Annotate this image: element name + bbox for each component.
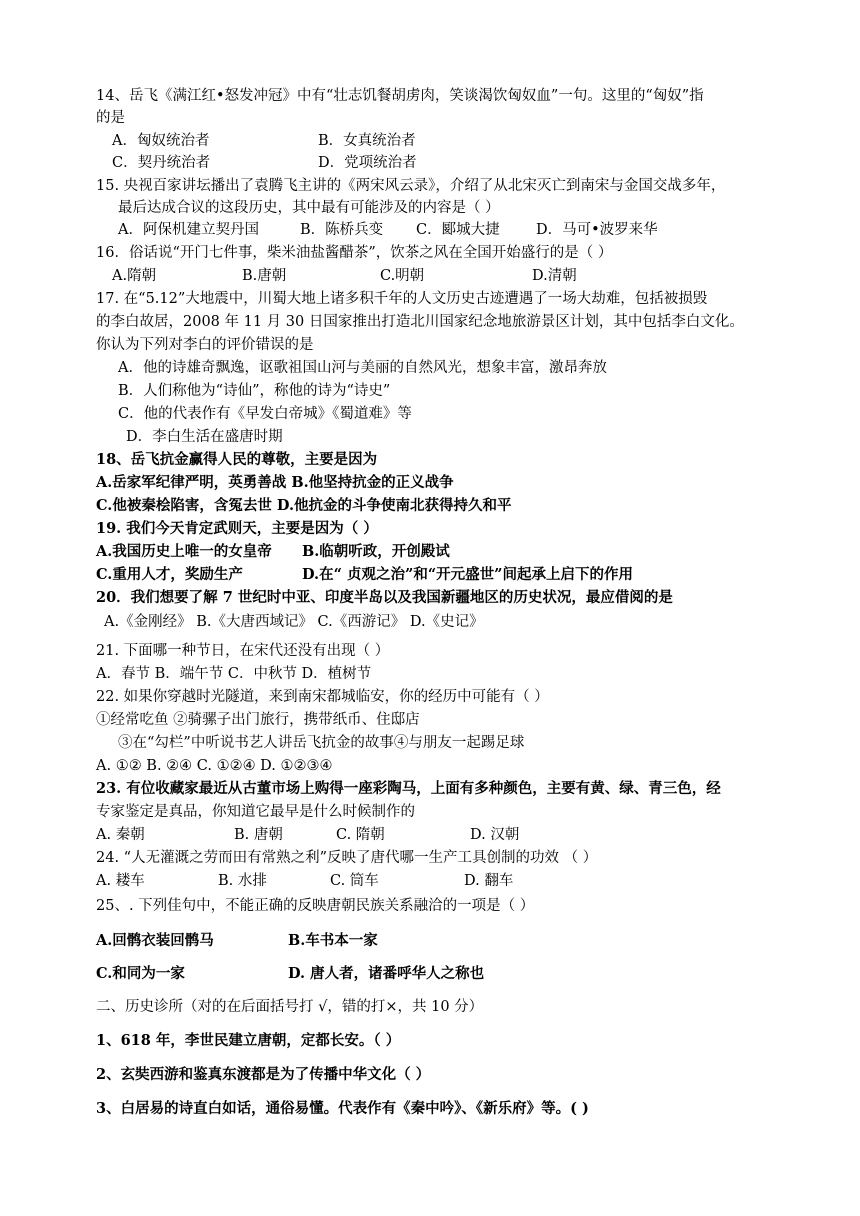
q25-option-c: C.和同为一家 [96,965,185,982]
q15-line2: 最后达成合议的这段历史，其中最有可能涉及的内容是（ ） [118,200,500,216]
q19-option-d: D.在“ 贞观之治”和“开元盛世”间起承上启下的作用 [302,566,634,583]
q24-option-b: B. 水排 [218,873,267,889]
q24-option-d: D. 翻车 [464,873,514,889]
q17-line2: 的李白故居，2008 年 11 月 30 日国家推出打造北川国家纪念地旅游景区计划，其中包括李白文化。 [96,314,744,330]
q23-line2: 专家鉴定是真品，你知道它最早是什么时候制作的 [96,804,415,820]
q22-line3: ③在“勾栏”中听说书艺人讲岳飞抗金的故事④与朋友一起踢足球 [118,735,525,751]
q22-options: A. ①② B. ②④ C. ①②④ D. ①②③④ [96,758,333,774]
q17-option-d: D．李白生活在盛唐时期 [126,429,283,445]
q20-options: A.《金刚经》 B.《大唐西域记》 C.《西游记》 D.《史记》 [104,614,484,630]
q18-options-ab: A.岳家军纪律严明，英勇善战 B.他坚持抗金的正义战争 [96,474,454,491]
q15-option-c: C．郾城大捷 [416,222,500,238]
q19-option-c: C.重用人才，奖励生产 [96,566,243,583]
q17-option-c: C．他的代表作有《早发白帝城》《蜀道难》等 [118,406,412,422]
q15-option-b: B．陈桥兵变 [300,222,384,238]
q24-option-c: C. 筒车 [330,873,379,889]
q19-line1: 19. 我们今天肯定武则天，主要是因为（ ） [96,520,378,537]
q14-line1: 14、岳飞《满江红•怒发冲冠》中有“壮志饥餐胡虏肉，笑谈渴饮匈奴血”一句。这里的“匈奴”指 [96,88,704,104]
q23-option-a: A. 秦朝 [96,827,145,843]
q24-line1: 24. “人无灌溉之劳而田有常熟之利”反映了唐代哪一生产工具创制的功效 （ ） [96,850,598,866]
q23-option-d: D. 汉朝 [470,827,520,843]
q22-line1: 22. 如果你穿越时光隧道，来到南宋都城临安，你的经历中可能有（ ） [96,689,549,705]
q17-line3: 你认为下列对李白的评价错误的是 [96,337,314,353]
q17-option-a: A．他的诗雄奇飘逸，讴歌祖国山河与美丽的自然风光，想象丰富，激昂奔放 [118,360,607,376]
q16-option-a: A.隋朝 [112,268,157,284]
q25-option-b: B.车书本一家 [288,932,378,949]
q14-option-b: B．女真统治者 [318,133,416,149]
q24-option-a: A. 耧车 [96,873,145,889]
q19-option-a: A.我国历史上唯一的女皇帝 [96,543,272,560]
section2-title: 二、历史诊所（对的在后面括号打 √，错的打×，共 10 分） [96,999,484,1015]
q16-option-c: C.明朝 [380,268,425,284]
q16-option-d: D.清朝 [532,268,577,284]
q16-option-b: B.唐朝 [242,268,287,284]
q21-options: A．春节 B．端午节 C．中秋节 D．植树节 [96,666,372,682]
q18-options-cd: C.他被秦桧陷害，含冤去世 D.他抗金的斗争使南北获得持久和平 [96,497,512,514]
q14-option-c: C．契丹统治者 [112,155,211,171]
q15-option-a: A．阿保机建立契丹国 [118,222,259,238]
section2-item-3: 3、白居易的诗直白如话，通俗易懂。代表作有《秦中吟》、《新乐府》等。( ) [96,1100,589,1117]
section2-item-2: 2、玄奘西游和鉴真东渡都是为了传播中华文化（ ） [96,1066,431,1083]
q23-option-c: C. 隋朝 [336,827,385,843]
q16-line1: 16．俗话说“开门七件事，柴米油盐酱醋茶”，饮茶之风在全国开始盛行的是（ ） [96,245,613,261]
q23-line1: 23. 有位收藏家最近从古董市场上购得一座彩陶马，上面有多种颜色，主要有黄、绿、青三色，经 [96,780,721,797]
q23-option-b: B. 唐朝 [234,827,283,843]
q22-line2: ①经常吃鱼 ②骑骡子出门旅行，携带纸币、住邸店 [96,712,420,728]
q14-line2: 的是 [96,110,125,126]
q25-line1: 25、. 下列佳句中，不能正确的反映唐朝民族关系融洽的一项是（ ） [96,898,535,914]
q17-option-b: B．人们称他为“诗仙”，称他的诗为“诗史” [118,383,391,399]
q15-option-d: D．马可•波罗来华 [536,222,658,238]
q18-line1: 18、岳飞抗金赢得人民的尊敬，主要是因为 [96,451,378,468]
q15-line1: 15. 央视百家讲坛播出了袁腾飞主讲的《两宋风云录》，介绍了从北宋灭亡到南宋与金国交战多年， [96,178,726,194]
q17-line1: 17. 在“5.12”大地震中，川蜀大地上诸多积千年的人文历史古迹遭遇了一场大劫难，包括被损毁 [96,291,708,307]
q20-line1: 20．我们想要了解 7 世纪时中亚、印度半岛以及我国新疆地区的历史状况，最应借阅的是 [96,589,673,606]
section2-item-1: 1、618 年，李世民建立唐朝，定都长安。（ ） [96,1032,401,1049]
q14-option-d: D．党项统治者 [318,155,417,171]
q25-option-d: D. 唐人者，诸番呼华人之称也 [288,965,485,982]
q25-option-a: A.回鹘衣装回鹘马 [96,932,214,949]
q21-line1: 21. 下面哪一种节日，在宋代还没有出现（ ） [96,643,390,659]
q19-option-b: B.临朝听政，开创殿试 [302,543,450,560]
q14-option-a: A．匈奴统治者 [112,133,210,149]
